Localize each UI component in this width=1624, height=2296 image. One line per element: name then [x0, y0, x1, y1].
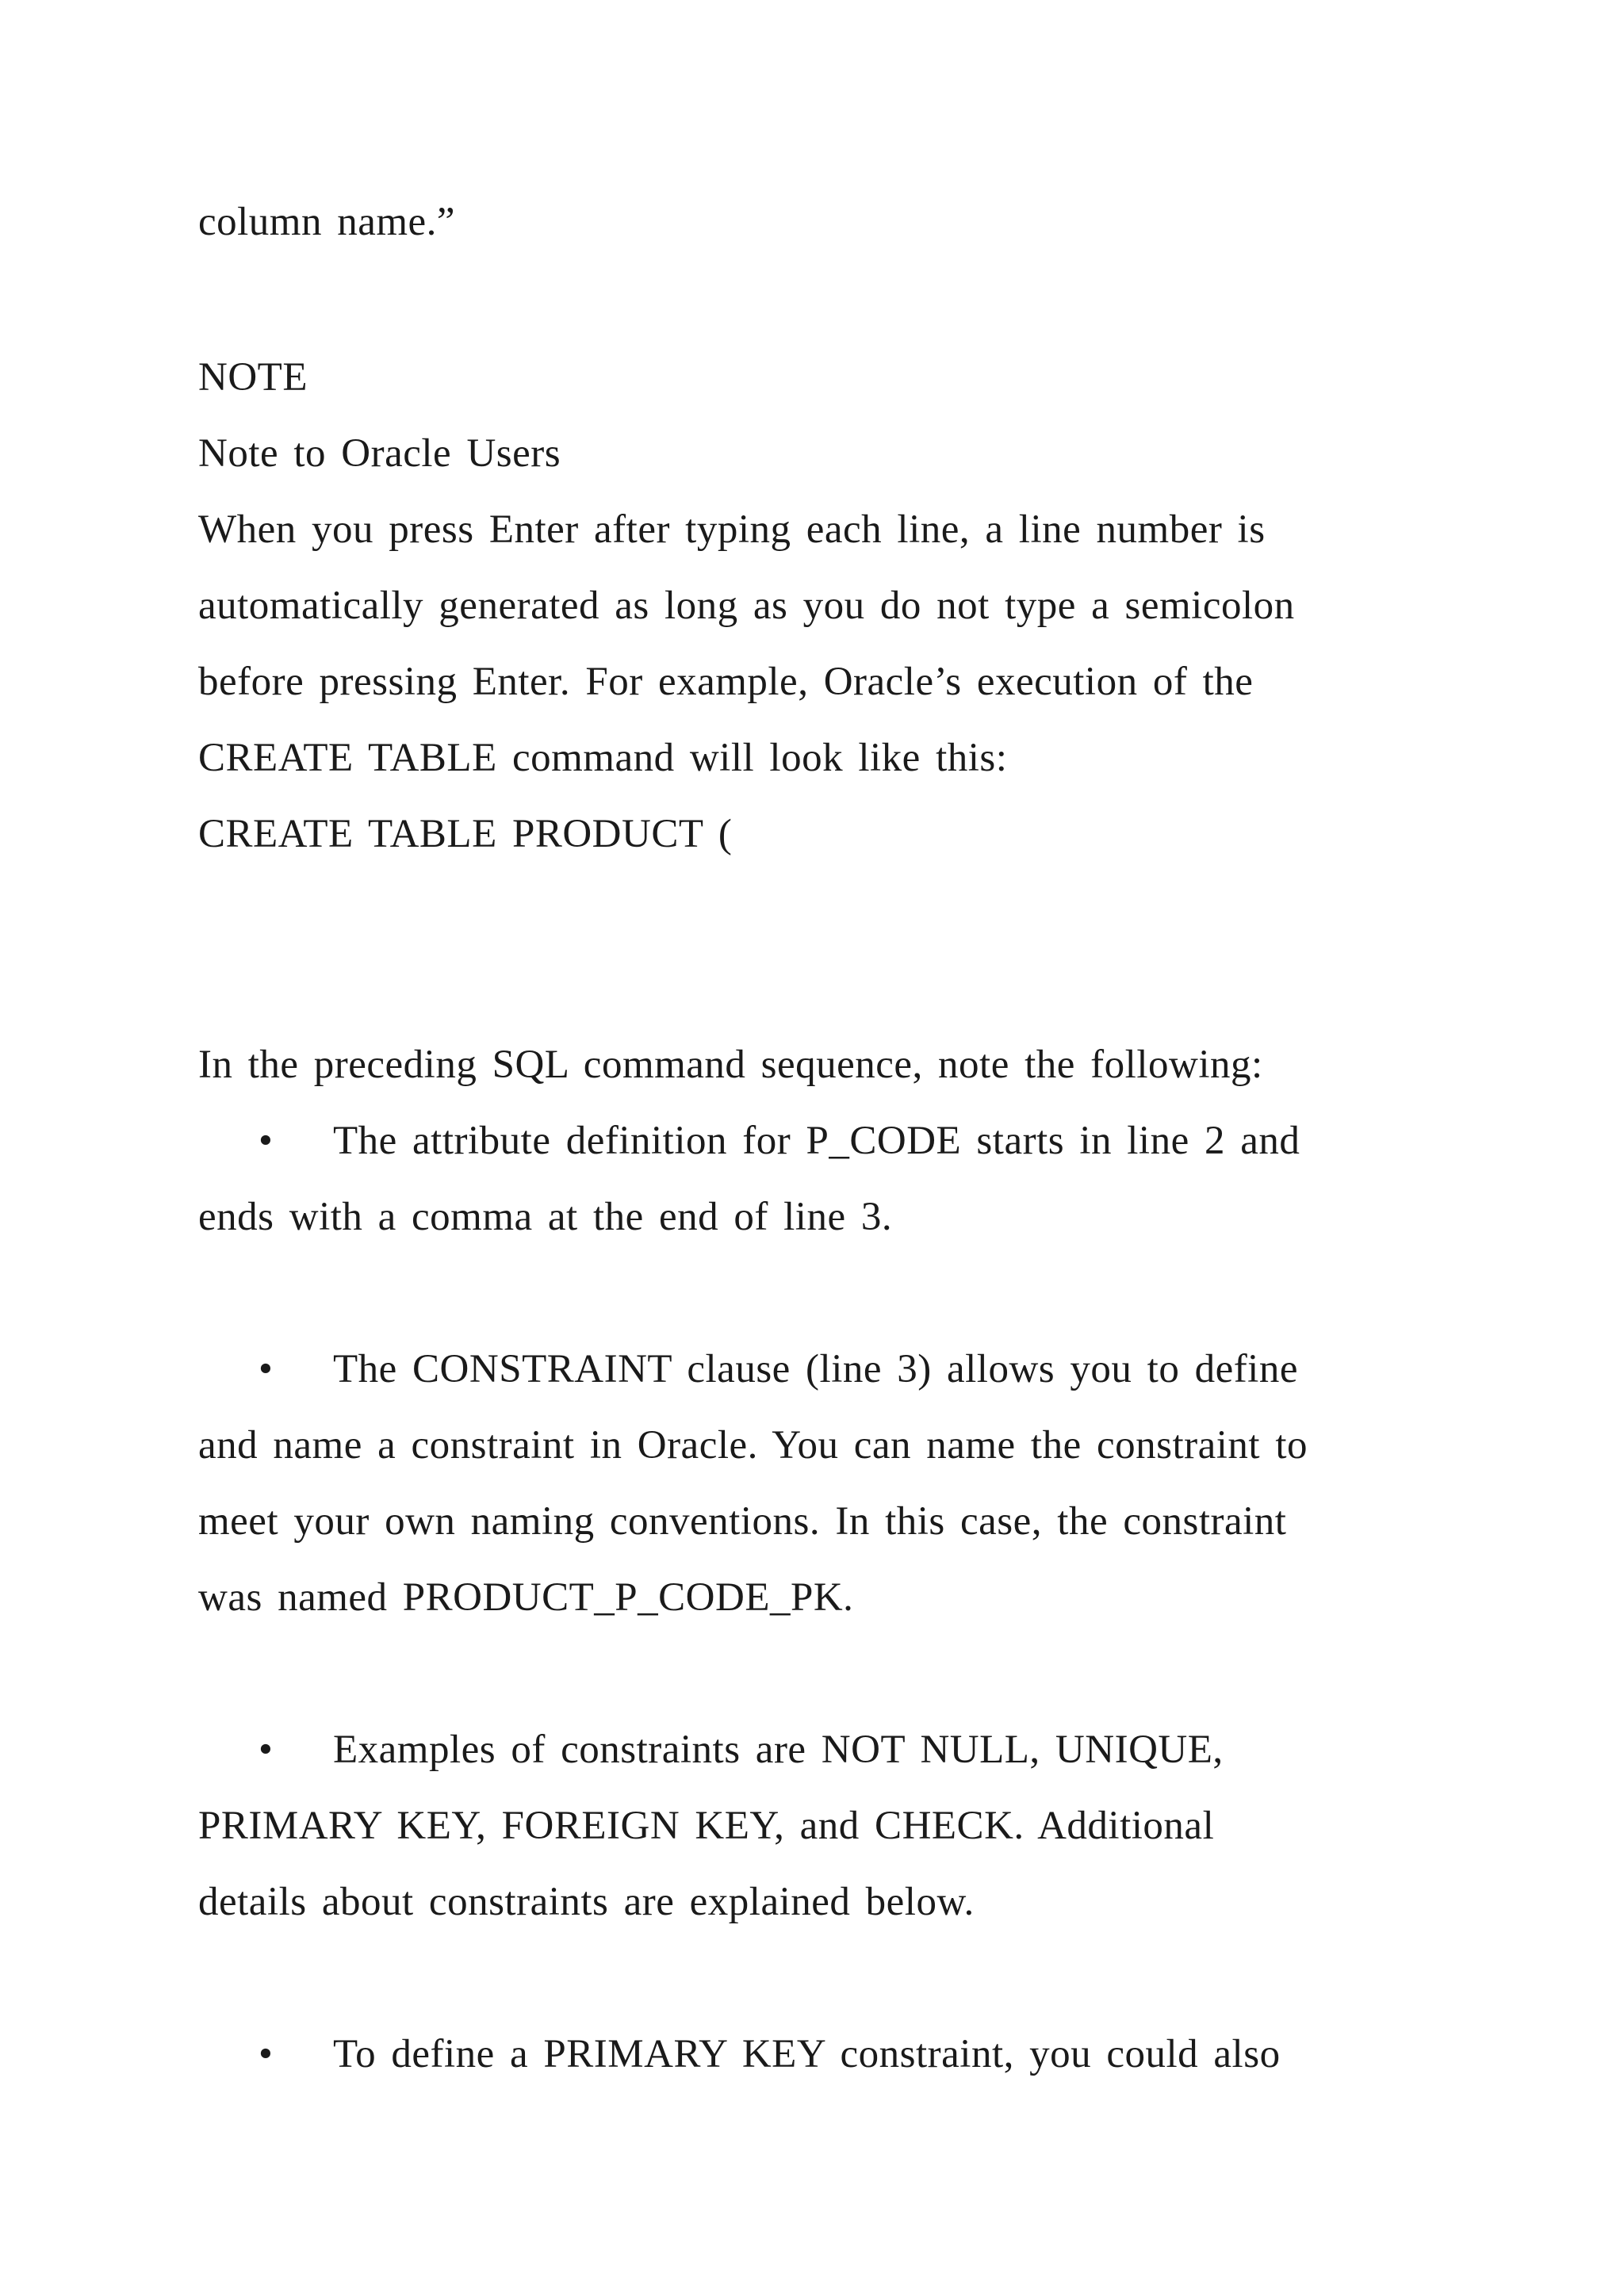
bullet-continuation-line: meet your own naming conventions. In this case, the constraint — [198, 1499, 1287, 1544]
note-text-line: CREATE TABLE command will look like this: — [198, 736, 1008, 780]
bullet-continuation-line: PRIMARY KEY, FOREIGN KEY, and CHECK. Additional — [198, 1804, 1215, 1848]
bullet-first-line: Examples of constraints are NOT NULL, UNIQUE, — [333, 1728, 1224, 1772]
bullet-continuation-line: and name a constraint in Oracle. You can name the constraint to — [198, 1423, 1308, 1468]
bullet-first-line: To define a PRIMARY KEY constraint, you could also — [333, 2032, 1281, 2076]
note-code-line: CREATE TABLE PRODUCT ( — [198, 812, 733, 856]
bullet-icon: • — [259, 1347, 273, 1391]
bullet-continuation-line: details about constraints are explained below. — [198, 1880, 975, 1924]
note-heading: Note to Oracle Users — [198, 431, 561, 476]
bullet-continuation-line: ends with a comma at the end of line 3. — [198, 1195, 893, 1239]
bullet-continuation-line: was named PRODUCT_P_CODE_PK. — [198, 1575, 854, 1620]
note-text-line: When you press Enter after typing each line, a line number is — [198, 507, 1266, 552]
note-text-line: automatically generated as long as you do not type a semicolon — [198, 584, 1295, 628]
intro-line: column name.” — [198, 200, 456, 244]
bullet-first-line: The CONSTRAINT clause (line 3) allows you to define — [333, 1347, 1298, 1391]
bullet-icon: • — [259, 1119, 273, 1163]
note-label: NOTE — [198, 355, 308, 400]
bullet-first-line: The attribute definition for P_CODE starts in line 2 and — [333, 1119, 1300, 1163]
preceding-intro: In the preceding SQL command sequence, note the following: — [198, 1043, 1263, 1087]
bullet-icon: • — [259, 1728, 273, 1772]
bullet-icon: • — [259, 2032, 273, 2076]
note-text-line: before pressing Enter. For example, Oracle’s execution of the — [198, 660, 1254, 704]
